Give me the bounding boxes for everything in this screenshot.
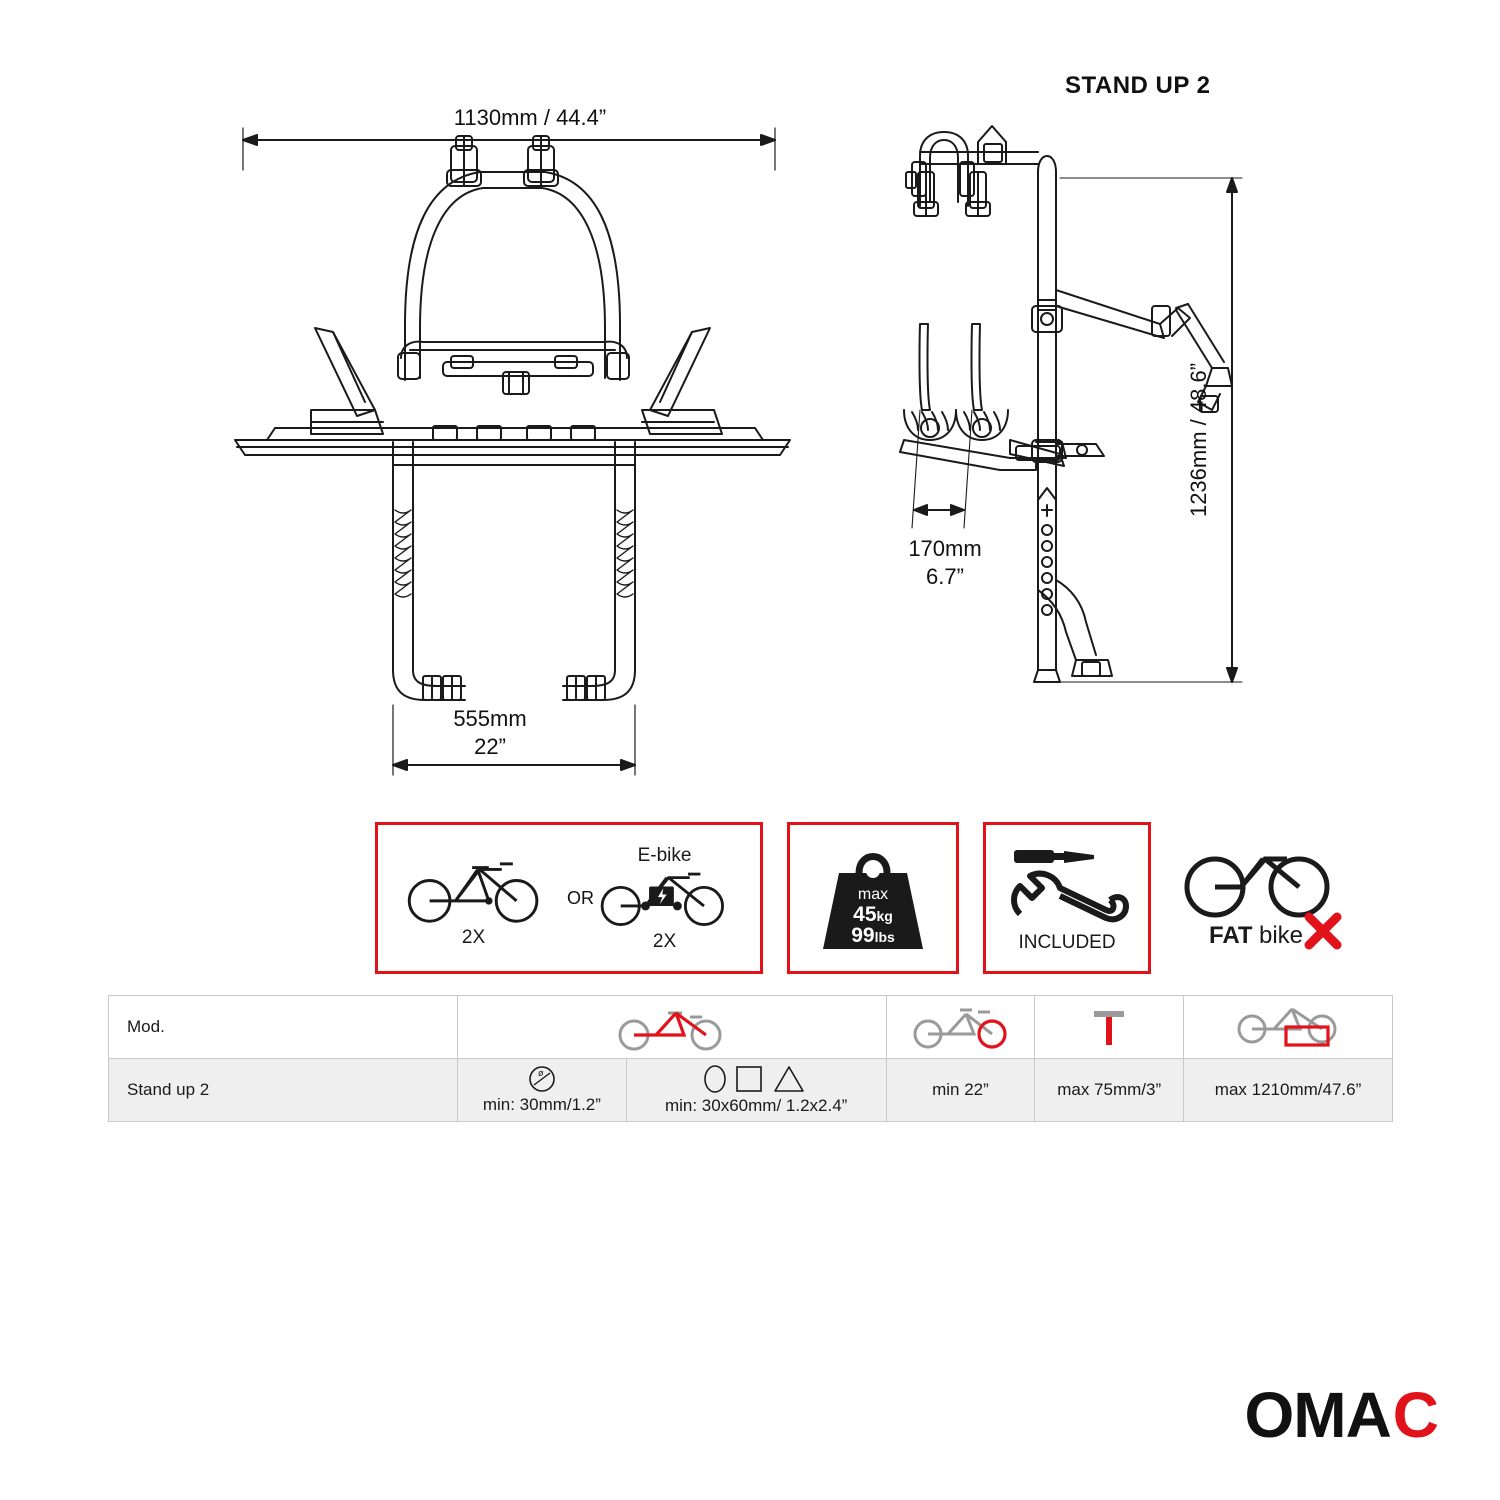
table-header-tire-icon bbox=[1035, 996, 1184, 1059]
table-header-wheel-icon bbox=[886, 996, 1035, 1059]
logo-accent: C bbox=[1392, 1379, 1438, 1451]
table-cell-frame-round-text: min: 30mm/1.2” bbox=[482, 1095, 601, 1114]
frame-tube-bike-icon bbox=[610, 1003, 734, 1051]
bike-clamp-right bbox=[524, 136, 558, 186]
dimension-label-width-top: 1130mm / 44.4” bbox=[453, 105, 607, 130]
max-weight-box bbox=[787, 822, 959, 974]
weight-icon bbox=[809, 837, 937, 959]
specification-table bbox=[108, 995, 1393, 1122]
table-cell-length: max 1210mm/47.6” bbox=[1184, 1059, 1393, 1122]
table-header-frame-icon bbox=[458, 996, 887, 1059]
tools-included-label: INCLUDED bbox=[1018, 932, 1116, 953]
tire-width-icon bbox=[1086, 1003, 1132, 1051]
svg-text:max: max bbox=[857, 886, 889, 903]
table-header-length-icon bbox=[1184, 996, 1393, 1059]
table-cell-frame-round bbox=[458, 1059, 627, 1122]
ebike-icon bbox=[590, 867, 740, 929]
table-cell-frame-oval-text: min: 30x60mm/ 1.2x2.4” bbox=[664, 1096, 848, 1115]
side-view-drawing bbox=[860, 110, 1400, 730]
dimension-label-spacing bbox=[845, 535, 1045, 590]
wheel-size-bike-icon bbox=[908, 1004, 1012, 1050]
bicycle-icon bbox=[400, 849, 548, 925]
feature-icon-band bbox=[375, 822, 1343, 974]
round-tube-icon bbox=[514, 1065, 570, 1093]
omac-logo bbox=[1244, 1378, 1438, 1452]
bike-clamp-left bbox=[447, 136, 481, 186]
svg-text:bike: bike bbox=[1259, 922, 1304, 949]
dimension-label-width-bottom-mm: 555mm bbox=[453, 706, 527, 731]
dimension-label-height: 1236mm / 48.6” bbox=[1186, 362, 1211, 518]
ebike-label: E-bike bbox=[637, 845, 692, 866]
dimension-label-width-bottom-in: 22” bbox=[474, 733, 506, 759]
tube-shapes-icon bbox=[691, 1064, 821, 1094]
svg-text:99lbs: 99lbs bbox=[851, 924, 895, 947]
dimension-label-spacing-mm: 170mm bbox=[908, 536, 982, 561]
svg-text:FAT: FAT bbox=[1209, 922, 1253, 949]
bike-length-icon bbox=[1230, 1003, 1346, 1051]
standard-bike-cell bbox=[378, 843, 569, 953]
table-cell-model: Stand up 2 bbox=[109, 1059, 458, 1122]
or-separator-label: OR bbox=[562, 886, 599, 911]
dimension-arrow-width-top bbox=[243, 128, 775, 170]
table-cell-wheel: min 22” bbox=[886, 1059, 1035, 1122]
fatbike-crossed-icon bbox=[1175, 843, 1343, 953]
table-header-model: Mod. bbox=[109, 996, 458, 1059]
page-title: STAND UP 2 bbox=[1065, 72, 1211, 99]
table-header-row bbox=[109, 996, 1393, 1059]
ebike-count: 2X bbox=[652, 931, 677, 952]
standard-bike-count: 2X bbox=[461, 927, 486, 948]
logo-text: OMA bbox=[1244, 1379, 1391, 1451]
dimension-label-spacing-in: 6.7” bbox=[926, 563, 964, 589]
bike-capacity-box bbox=[375, 822, 763, 974]
dimension-arrow-height bbox=[1060, 178, 1242, 682]
tools-included-box bbox=[983, 822, 1151, 974]
tools-icon bbox=[998, 842, 1136, 926]
svg-text:45kg: 45kg bbox=[853, 903, 893, 926]
table-data-row bbox=[109, 1059, 1393, 1122]
table-cell-frame-oval bbox=[626, 1059, 886, 1122]
svg-text:ø: ø bbox=[537, 1068, 544, 1078]
dimension-label-width-bottom bbox=[335, 705, 645, 760]
fatbike-not-supported-icon bbox=[1175, 822, 1343, 974]
table-cell-tire: max 75mm/3” bbox=[1035, 1059, 1184, 1122]
